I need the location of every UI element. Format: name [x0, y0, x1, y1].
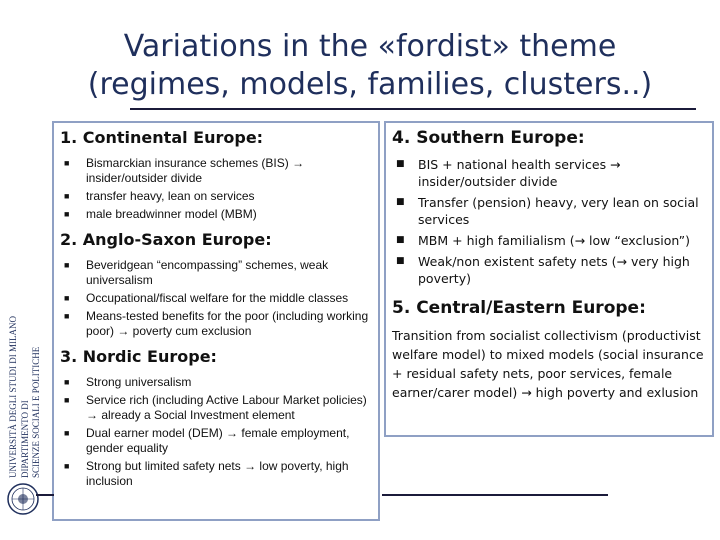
item-text: Weak/non existent safety nets (→ very high poverty)	[418, 254, 690, 286]
bullet-icon: ■	[64, 428, 70, 438]
bullet-icon: ■	[64, 158, 70, 168]
bullet-icon: ■	[64, 377, 70, 387]
left-content-box	[52, 121, 380, 521]
list-item	[392, 253, 706, 287]
item-text: Strong universalism	[86, 375, 192, 389]
footer-rule	[382, 494, 608, 496]
title-underline	[130, 108, 696, 110]
university-sidebar	[0, 0, 48, 540]
bullet-icon: ■	[64, 311, 70, 321]
section-anglo-saxon	[60, 229, 372, 339]
list-item	[60, 426, 372, 456]
university-seal-icon	[6, 482, 40, 516]
item-text: Service rich (including Active Labour Market policies) → already a Social Investment element	[86, 393, 367, 422]
list-item	[392, 156, 706, 190]
list-item	[60, 309, 372, 339]
section-southern	[392, 127, 706, 287]
footer-rule-left	[36, 494, 54, 496]
list-item	[60, 258, 372, 288]
item-text: Strong but limited safety nets → low poverty, high inclusion	[86, 459, 349, 488]
slide-title	[60, 28, 680, 104]
list-item	[60, 393, 372, 423]
item-text: MBM + high familialism (→ low “exclusion”)	[418, 233, 690, 248]
bullet-icon: ■	[64, 260, 70, 270]
item-text: Occupational/fiscal welfare for the middle classes	[86, 291, 349, 305]
title-line-1: Variations in the «fordist» theme	[123, 29, 617, 64]
university-name-vertical	[4, 300, 44, 480]
section-title-southern: 4. Southern Europe:	[392, 128, 585, 148]
university-name-line-3: SCIENZE SOCIALI E POLITICHE	[31, 346, 41, 478]
list-item	[60, 156, 372, 186]
bullet-icon: ■	[64, 191, 70, 201]
section-title-anglo-saxon: 2. Anglo-Saxon Europe:	[60, 230, 272, 249]
right-content-box	[384, 121, 714, 437]
list-item	[60, 459, 372, 489]
section-nordic	[60, 346, 372, 489]
bullet-icon: ■	[396, 197, 405, 207]
section-eastern	[392, 297, 706, 402]
list-item	[60, 291, 372, 306]
bullet-icon: ■	[64, 293, 70, 303]
item-text: Means-tested benefits for the poor (including working poor) → poverty cum exclusion	[86, 309, 369, 338]
section-title-nordic: 3. Nordic Europe:	[60, 347, 217, 366]
bullet-icon: ■	[396, 235, 405, 245]
item-text: Transfer (pension) heavy, very lean on social services	[418, 195, 699, 227]
bullet-icon: ■	[396, 159, 405, 169]
anglo-saxon-list	[60, 258, 372, 339]
southern-list	[392, 156, 706, 287]
item-text: BIS + national health services → insider/outsider divide	[418, 157, 621, 189]
list-item	[60, 375, 372, 390]
nordic-list	[60, 375, 372, 489]
bullet-icon: ■	[64, 209, 70, 219]
list-item	[60, 189, 372, 204]
list-item	[392, 194, 706, 228]
bullet-icon: ■	[64, 461, 70, 471]
list-item	[60, 207, 372, 222]
section-title-eastern: 5. Central/Eastern Europe:	[392, 298, 646, 318]
bullet-icon: ■	[64, 395, 70, 405]
eastern-description: Transition from socialist collectivism (productivist welfare model) to mixed models (social insurance + residual safety nets, poor services, female earner/carer model) → high poverty and exlusion	[392, 328, 704, 400]
list-item	[392, 232, 706, 249]
item-text: Dual earner model (DEM) → female employment, gender equality	[86, 426, 350, 455]
section-continental	[60, 127, 372, 222]
title-line-2: (regimes, models, families, clusters..)	[87, 67, 653, 102]
university-name-line-1: UNIVERSITÀ DEGLI STUDI DI MILANO	[8, 316, 18, 478]
continental-list	[60, 156, 372, 222]
item-text: Beveridgean “encompassing” schemes, weak universalism	[86, 258, 329, 287]
bullet-icon: ■	[396, 256, 405, 266]
item-text: male breadwinner model (MBM)	[86, 207, 257, 221]
item-text: Bismarckian insurance schemes (BIS) → insider/outsider divide	[86, 156, 305, 185]
section-title-continental: 1. Continental Europe:	[60, 128, 264, 147]
university-name-line-2: DIPARTIMENTO DI	[20, 400, 30, 478]
item-text: transfer heavy, lean on services	[86, 189, 255, 203]
